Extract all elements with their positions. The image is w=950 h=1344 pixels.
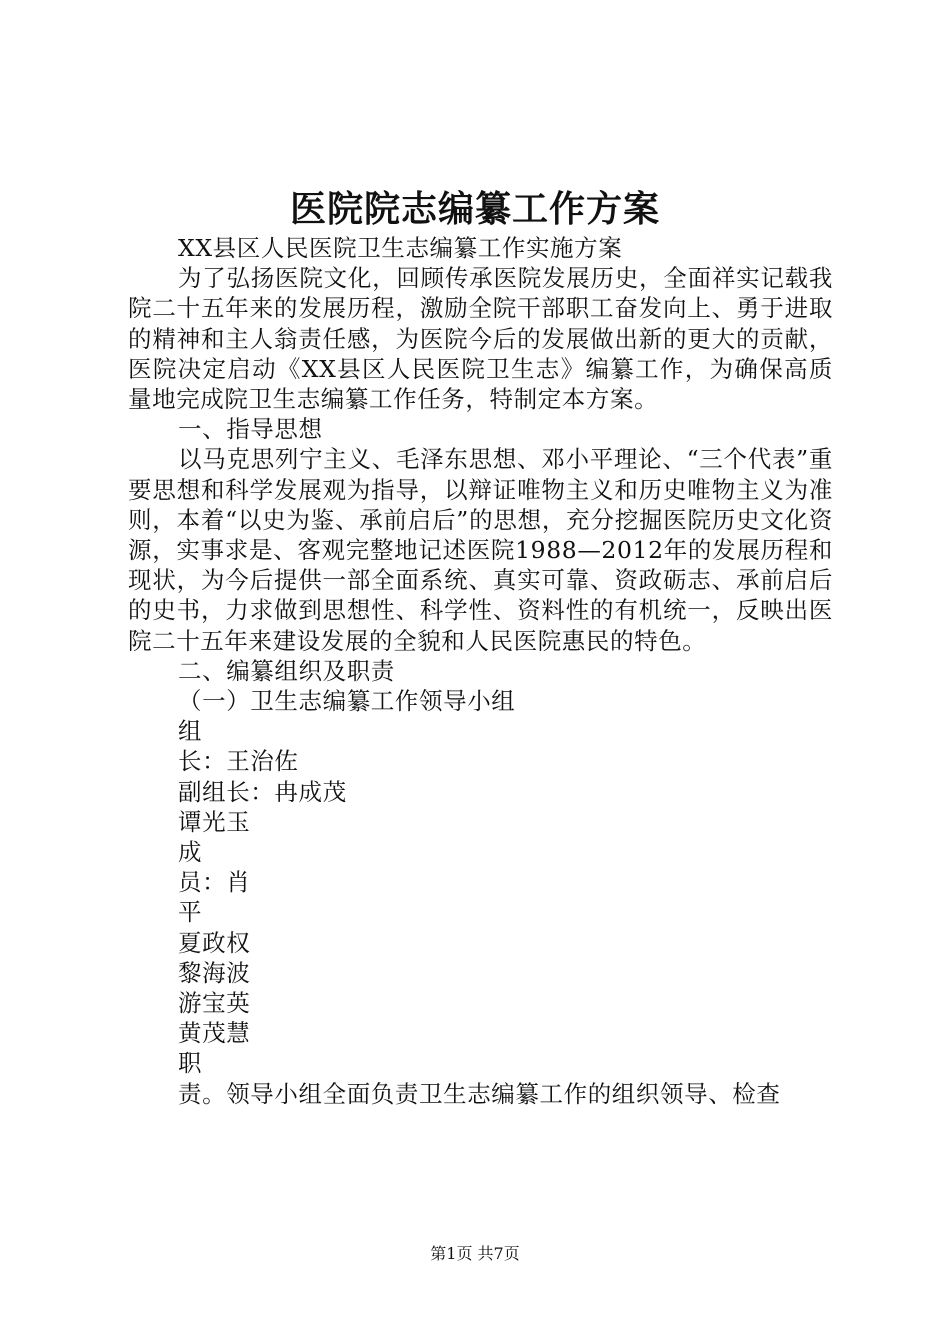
roster-line: 夏政权 xyxy=(178,928,251,957)
guiding-ideology-paragraph: 以马克思列宁主义、毛泽东思想、邓小平理论、“三个代表”重要思想和科学发展观为指导，以辩证唯物主义和历史唯物主义为准则，本着“以史为鉴、承前启后”的思想，充分挖掘医院历史文化资源，实事求是、客观完整地记述医院1988—2012年的发展历程和现状，为今后提供一部全面系统、真实可靠、资政砺志、承前启后的史书，力求做到思想性、科学性、资料性的有机统一，反映出医院二十五年来建设发展的全貌和人民医院惠民的特色。 xyxy=(128,445,833,655)
document-subtitle: XX县区人民医院卫生志编纂工作实施方案 xyxy=(178,234,623,262)
roster-line: 谭光玉 xyxy=(178,807,251,836)
roster-line: 黄茂慧 xyxy=(178,1019,251,1048)
section-heading-guiding-ideology: 一、指导思想 xyxy=(178,415,323,444)
roster-line: 游宝英 xyxy=(178,989,251,1018)
document-body xyxy=(128,233,833,1109)
duty-line: 责。领导小组全面负责卫生志编纂工作的组织领导、检查 xyxy=(178,1079,781,1108)
roster-line: 平 xyxy=(178,898,203,927)
roster-line: 员：肖 xyxy=(178,868,251,897)
roster-line: 组 xyxy=(178,717,203,746)
section-heading-organization: 二、编纂组织及职责 xyxy=(178,656,395,685)
document-title: 医院院志编纂工作方案 xyxy=(289,188,660,230)
roster-line: 黎海波 xyxy=(178,958,251,987)
roster-line: 副组长：冉成茂 xyxy=(178,777,347,806)
subsection-heading-leading-group: （一）卫生志编纂工作领导小组 xyxy=(178,687,516,716)
roster-line: 职 xyxy=(178,1049,203,1078)
roster-line: 成 xyxy=(178,838,203,867)
intro-paragraph: 为了弘扬医院文化，回顾传承医院发展历史，全面祥实记载我院二十五年来的发展历程，激励全院干部职工奋发向上、勇于进取的精神和主人翁责任感，为医院今后的发展做出新的更大的贡献，医院决定启动《XX县区人民医院卫生志》编纂工作，为确保高质量地完成院卫生志编纂工作任务，特制定本方案。 xyxy=(128,264,833,414)
roster-line: 长：王治佐 xyxy=(178,747,299,776)
page-footer: 第1页 共7页 xyxy=(430,1244,520,1263)
